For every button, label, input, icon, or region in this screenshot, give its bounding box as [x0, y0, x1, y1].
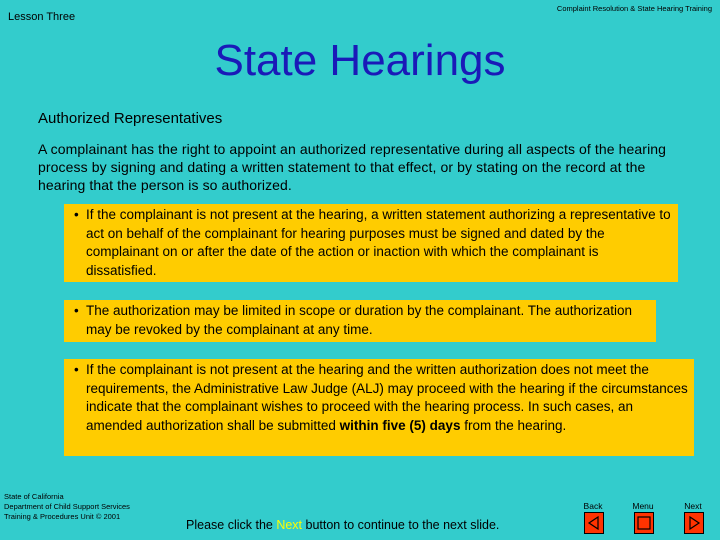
- next-button[interactable]: [684, 512, 704, 534]
- instruction-text: button to continue to the next slide.: [302, 518, 500, 532]
- bullet-box-1: [64, 204, 678, 282]
- section-subtitle: Authorized Representatives: [38, 110, 223, 127]
- navigation-instruction: [186, 518, 499, 532]
- bullet-marker: •: [74, 303, 79, 318]
- course-title: Complaint Resolution & State Hearing Training: [556, 4, 712, 13]
- instruction-next-link: Next: [276, 518, 303, 532]
- back-label: Back: [583, 501, 603, 511]
- bullet-text: The authorization may be limited in scope or duration by the complainant. The authorization may be revoked by the complainant at any time.: [86, 303, 633, 337]
- footer-credits: [4, 492, 130, 522]
- footer-line: Training & Procedures Unit © 2001: [4, 512, 121, 521]
- intro-paragraph: A complainant has the right to appoint an authorized representative during all aspects of the hearing process by signing and dating a written statement to that effect, or by stating on the record at the hearing that the person is so authorized.: [38, 141, 667, 193]
- menu-label: Menu: [632, 501, 654, 511]
- back-button[interactable]: [584, 512, 604, 534]
- square-icon: [635, 513, 653, 533]
- bullet-marker: •: [74, 362, 79, 377]
- bullet-box-2: [64, 300, 656, 342]
- footer-line: Department of Child Support Services: [4, 502, 130, 511]
- footer-line: State of California: [4, 492, 64, 501]
- triangle-left-icon: [585, 513, 603, 533]
- bullet-text: If the complainant is not present at the hearing, a written statement authorizing a representative to act on behalf of the complainant for hearing purposes must be signed and dated by the complainant on or after the date of the action or inaction with which the complainant is dissatisfied.: [86, 207, 671, 278]
- lesson-label: Lesson Three: [8, 11, 76, 23]
- slide-title: State Hearings: [214, 36, 506, 85]
- bullet-text-bold: within five (5) days: [339, 417, 461, 433]
- bullet-box-3: [64, 359, 694, 456]
- bullet-text-part: from the hearing.: [460, 417, 567, 433]
- bullet-marker: •: [74, 207, 79, 222]
- menu-button[interactable]: [634, 512, 654, 534]
- bullet-text-part: If the complainant is not present at the hearing and the written authorization does not meet the requirements, the Administrative Law Judge (ALJ) may proceed with the hearing if the circumstances indicate that the complainant wishes to proceed with the hearing process. In such cases, an amended authorization shall be submitted: [86, 362, 688, 433]
- bullet-text: [86, 361, 688, 435]
- triangle-right-icon: [685, 513, 703, 533]
- instruction-text: Please click the: [186, 518, 277, 532]
- next-label: Next: [684, 501, 702, 511]
